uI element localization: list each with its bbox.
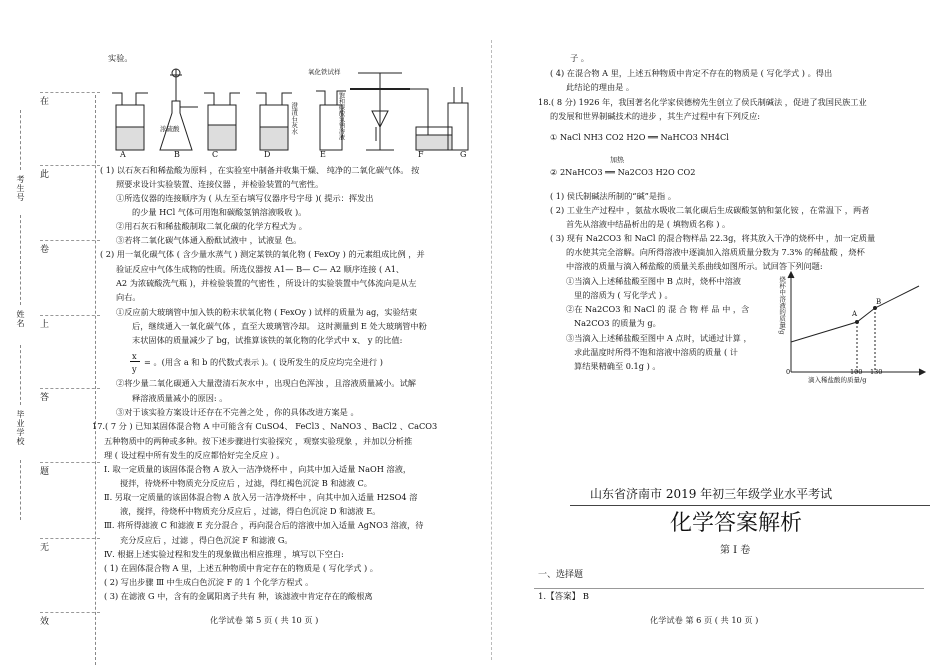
seal-word-8: 效: [40, 617, 50, 627]
first-answer: 1.【答案】 B: [538, 592, 590, 602]
binding-strip: [0, 0, 100, 671]
graph-xlabel: 滴入稀盐酸的质量/g: [808, 376, 867, 384]
page-divider: [491, 40, 492, 660]
seal-word-7: 无: [40, 543, 50, 553]
seal-word-1: 在: [40, 97, 50, 107]
answer-title: 化学答案解析: [670, 511, 803, 536]
page-6-footer: 化学试卷 第 6 页 ( 共 10 页 ): [650, 615, 759, 625]
graph-point-A: A: [852, 310, 858, 318]
intro-text: 实验。: [108, 53, 133, 63]
label-bicarbonate: 饱和碳酸氢钠溶液: [337, 92, 345, 140]
exam-page-6: 子 。 ( 4) 在混合物 A 里，上述五种物质中肯定不存在的物质是 ( 写化学式 ) 。得出 此结论的理由是 。 18.( 8 分) 1926 年，我国著名化学家侯德榜先生创立了侯氏制碱法 ，促进了我国民族工业 的发展和世界制碱技术的进步 ，其生产过程中有下列反应: ① NaCl NH3 CO2 H2O ══ NaHCO3 NH4Cl 加热 ② 2NaHCO3 ══ Na2CO3 H2O CO2 ( 1) 侯氏制碱法所制的“碱”是指 。 ( 2) 工业生产过程中 ，氨盐水吸收二氧化碳后生成碳酸氢钠和氯化铵 ，在常温下 ，两者 首先从溶液中结晶析出的是 ( 填物质名称 ) 。 ( 3) 现有 Na2CO3 和 NaCl 的混合物样品 22.3g，将其放入干净的烧杯中 ，加一定质量 的水使其完全溶解。向所得溶液中逐滴加入溶质质量分数为 7.3% 的稀盐酸 ，烧杯 中溶液的质量与滴入稀盐酸的质量关系曲线如图所示。试回答下列问题: ①当滴入上述稀盐酸至图中 B 点时，烧杯中溶液 里的溶质为 ( 写化学式 ) 。 ②在 Na2CO3 和 NaCl 的 混 合 物 样 品 中 ，含 Na2CO3 的质量为 g。 ③当滴入上述稀盐酸至图中 A 点时，试通过计算 ， 求此温度时所得不饱和溶液中溶质的质量 ( 计 算结果精确至 0.1g ) 。 烧杯中溶液的质量/g 滴入稀盐酸的质量/g 0 100 130 A B 山东省济南市 2019 年初三年级学业水平考试 化学答案解析 第 Ⅰ 卷 一、选择题 1.【答案】 B 化学试卷 第 6 页 ( 共 10 页 ): [530, 0, 930, 671]
label-C: C: [212, 150, 219, 159]
graph-tick-130: 130: [870, 368, 883, 376]
graph-point-B: B: [876, 298, 882, 306]
page-5-footer: 化学试卷 第 5 页 ( 共 10 页 ): [210, 615, 319, 625]
seal-word-2: 此: [40, 170, 50, 180]
field-school: 毕业学校: [16, 410, 25, 446]
label-D: D: [264, 150, 271, 159]
volume-label: 第 Ⅰ 卷: [720, 545, 751, 556]
label-sample: 氧化铁试样: [308, 68, 341, 76]
binding-line: [95, 95, 96, 665]
field-exam-number: 考生号: [16, 175, 25, 202]
exam-page-5: 实验。 A B C D E F G 浓硫酸 澄清石灰水 氧化铁试样 饱和碳酸氢钠溶液 ( 1) 以石灰石和稀盐酸为原料 ，在实验室中制备并收集干燥、 纯净的二氧化碳气体。 按 照要求设计实验装置、连接仪器 ，并检验装置的气密性。 ①所选仪器的连接顺序为 ( 从左至右填写仪器序号字母 )( 提示：挥发出 的少量 HCl 气体可用饱和碳酸氢钠溶液吸收 )。 ②用石灰石和稀盐酸制取二氧化碳的化学方程式为 。 ③若将二氧化碳气体通入酚酞试液中 ，试液显 色。 ( 2) 用一氧化碳气体 ( 含少量水蒸气 ) 测定某铁的氧化物 ( FexOy ) 的元素组成比例 ，并 验证反应中气体生成物的性质。所选仪器按 A1— B— C— A2 顺序连接 ( A1、 A2 为浓硫酸洗气瓶 )，并检验装置的气密性 ，所设计的实验装置中气体流向是从左 向右。 ①反应前大玻璃管中加入铁的粉末状氧化物 ( FexOy ) 试样的质量为 ag，实验结束 后，继续通入一氧化碳气体 ，直至大玻璃管冷却。 这时测量到 E 处大玻璃管中粉 末状固体的质量减少了 bg，试推算该铁的氧化物的化学式中 x、 y 的比值: x y = 。(用含 a 和 b 的代数式表示 )。( 设所发生的反应均完全进行 ) ②将少量二氧化碳通入大量澄清石灰水中 ，出现白色浑浊 ，且溶液质量减小。试解 释溶液质量减小的原因: 。 ③对于该实验方案设计还存在不完善之处 ，你的具体改进方案是 。 17.( 7 分 ) 已知某固体混合物 A 中可能含有 CuSO4、 FeCl3 、NaNO3 、BaCl2 、CaCO3 五种物质中的两种或多种。按下述步骤进行实验探究 ，观察实验现象 ，并加以分析推 理 ( 设过程中所有发生的反应都恰好完全反应 ) 。 Ⅰ. 取一定质量的该固体混合物 A 放入一洁净烧杯中 ，向其中加入适量 NaOH 溶液， 搅拌，待烧杯中物质充分反应后 ，过滤，得红褐色沉淀 B 和滤液 C。 Ⅱ. 另取一定质量的该固体混合物 A 放入另一洁净烧杯中 ，向其中加入适量 H2SO4 溶 液，搅拌，待烧杯中物质充分反应后 ，过滤，得白色沉淀 D 和滤液 E。 Ⅲ. 将所得滤液 C 和滤液 E 充分混合 ，再向混合后的溶液中加入适量 AgNO3 溶液，待 充分反应后 ，过滤 ，得白色沉淀 F 和滤液 G。 Ⅳ. 根据上述实验过程和发生的现象做出相应推理 ，填写以下空白: ( 1) 在固体混合物 A 里，上述五种物质中肯定存在的物质是 ( 写化学式 ) 。 ( 2) 写出步骤 Ⅲ 中生成白色沉淀 F 的 1 个化学方程式 。 ( 3) 在滤液 G 中，含有的金属阳离子共有 种，该滤液中肯定存在的酸根离 化学试卷 第 5 页 ( 共 10 页 ): [100, 0, 490, 671]
label-acid: 浓硫酸: [160, 125, 180, 133]
label-A: A: [120, 150, 126, 159]
seal-word-5: 答: [40, 393, 50, 403]
seal-word-6: 题: [40, 467, 50, 477]
label-B: B: [174, 150, 180, 159]
seal-word-4: 上: [40, 320, 50, 330]
seal-word-3: 卷: [40, 245, 50, 255]
graph-ylabel: 烧杯中溶液的质量/g: [778, 276, 787, 335]
answer-header: 山东省济南市 2019 年初三年级学业水平考试: [590, 487, 833, 501]
label-limewater: 澄清石灰水: [290, 102, 299, 135]
field-name: 姓名: [16, 310, 25, 328]
label-E: E: [320, 150, 326, 159]
label-F: F: [418, 150, 424, 159]
graph-tick-100: 100: [850, 368, 863, 376]
section-title: 一、选择题: [538, 570, 584, 580]
label-G: G: [460, 150, 467, 159]
graph-origin: 0: [786, 368, 791, 376]
